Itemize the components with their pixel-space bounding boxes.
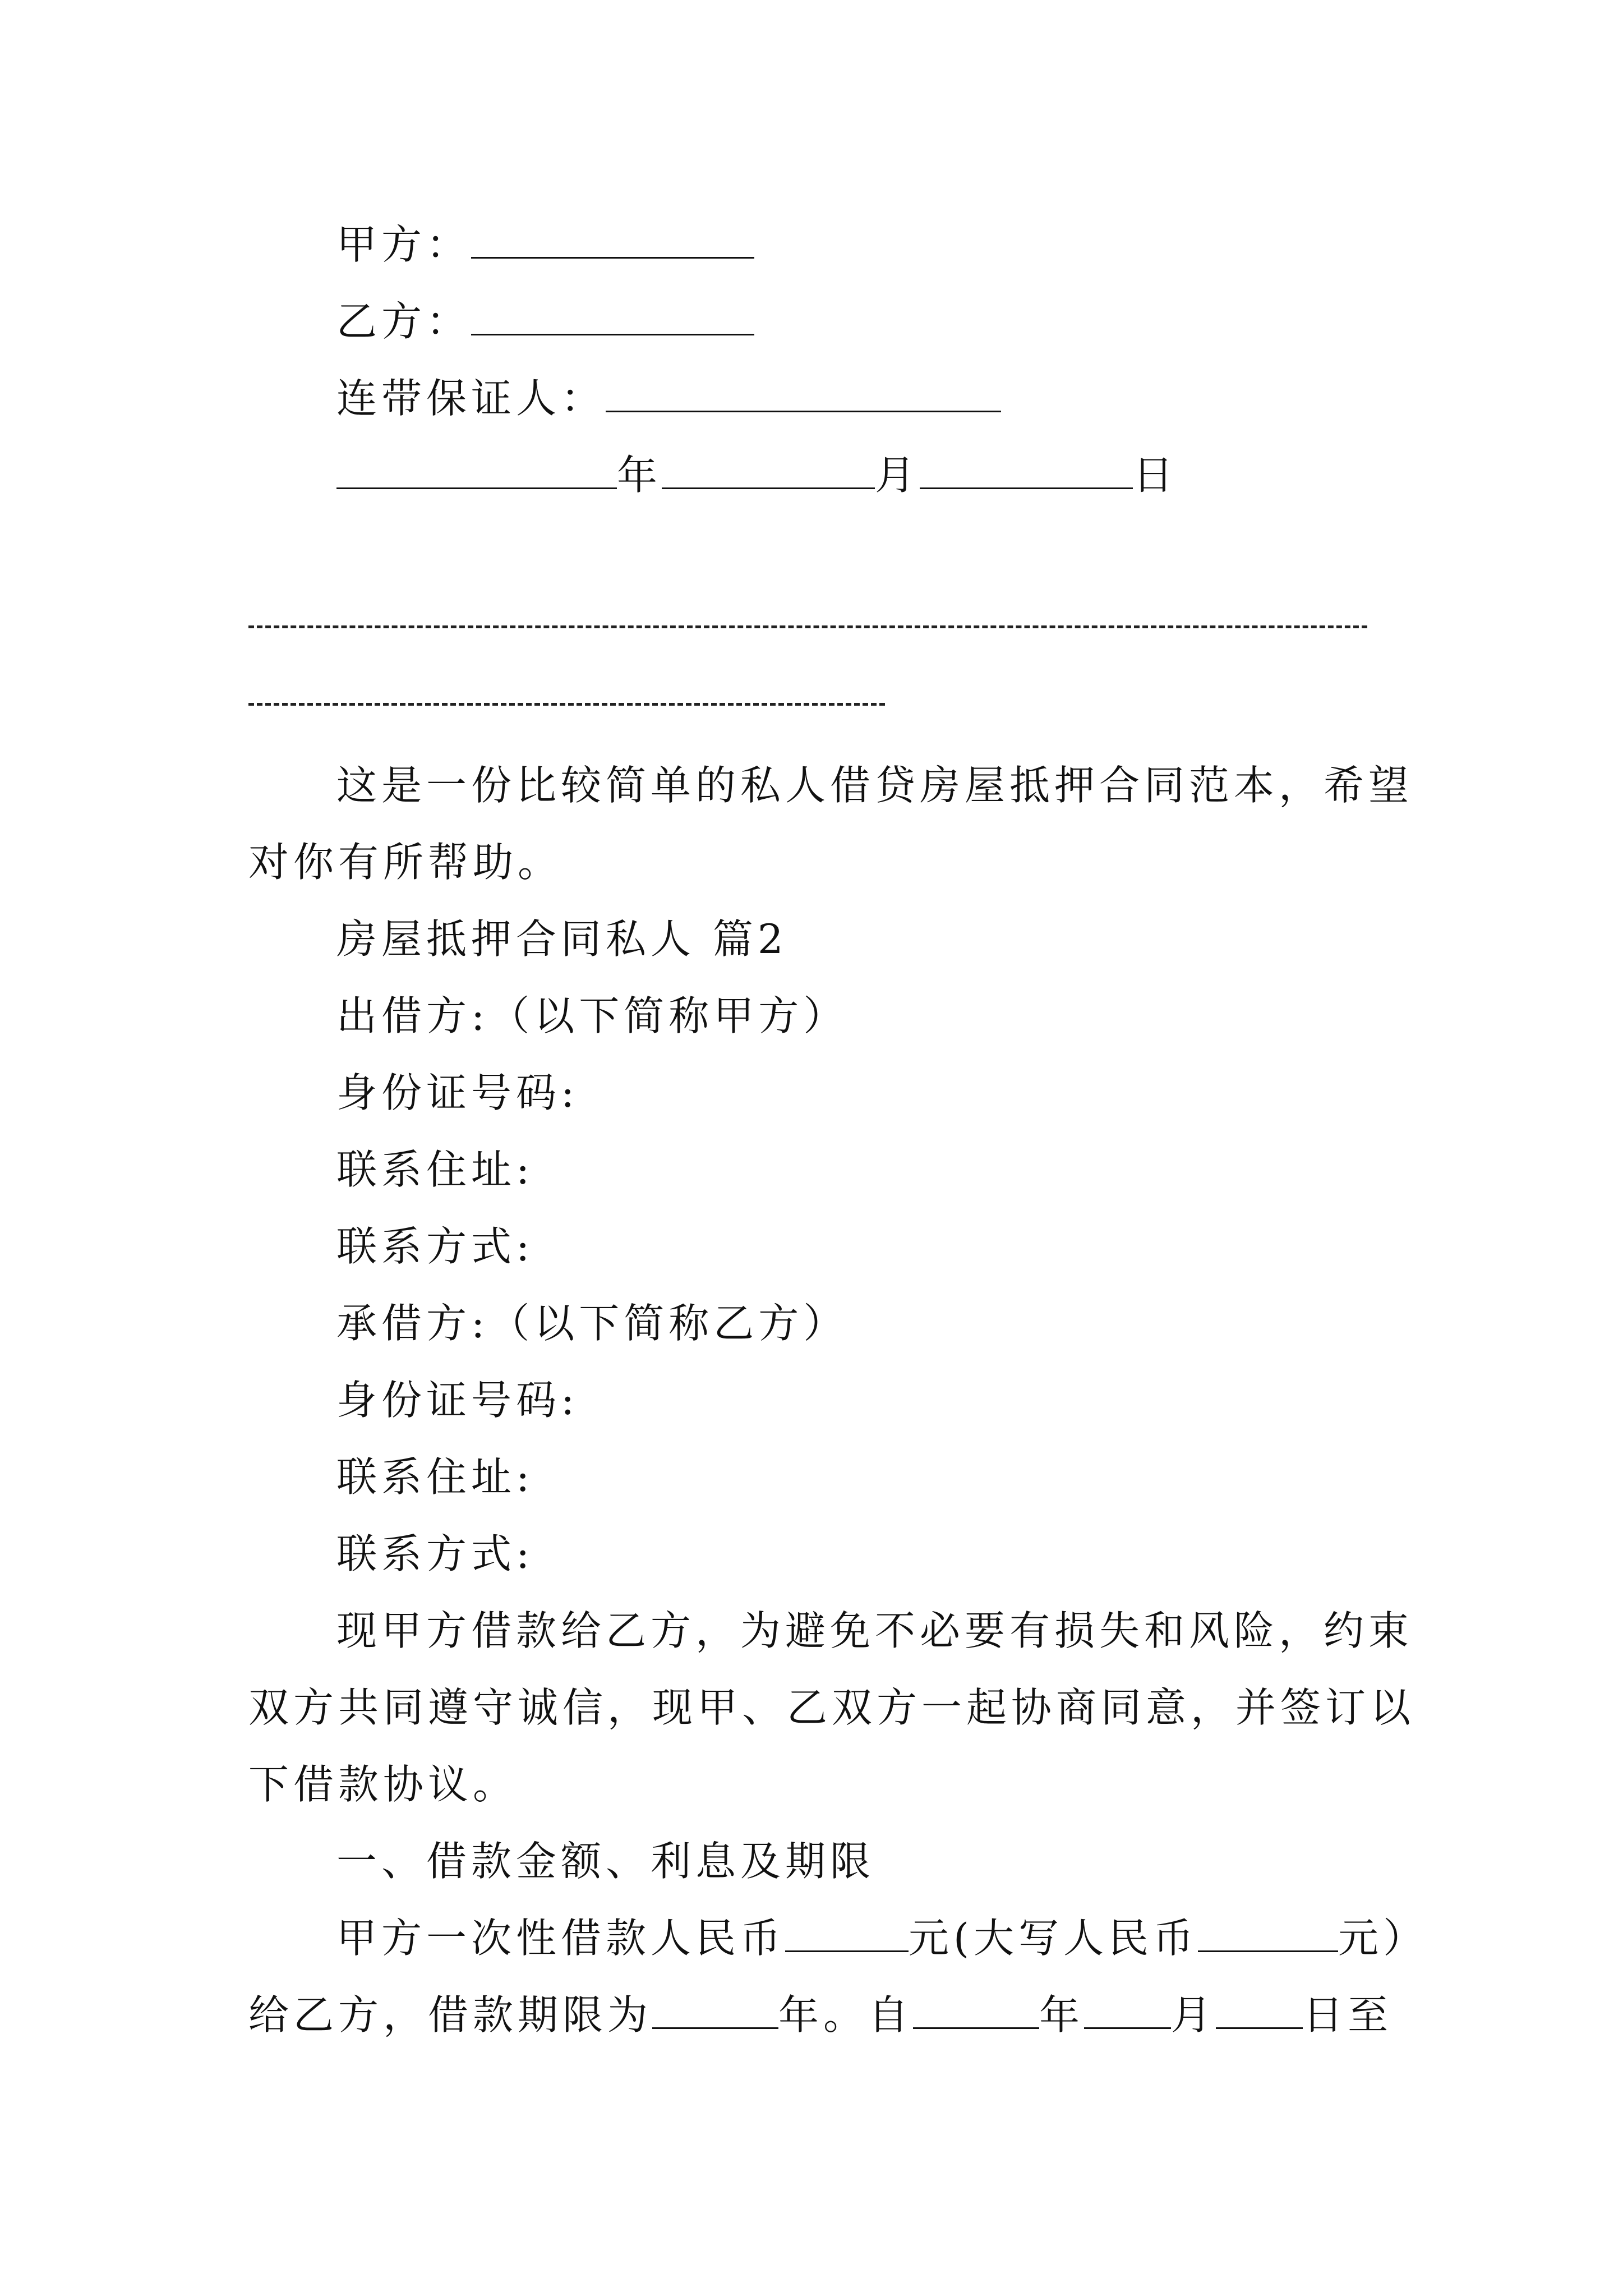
guarantor-blank[interactable] xyxy=(606,378,1001,412)
lender-address-label: 联系住址: xyxy=(336,1146,534,1193)
lender-label: 出借方:（以下简称甲方） xyxy=(336,992,849,1039)
intro-line-2: 对你有所帮助。 xyxy=(248,839,563,886)
amount-uppercase-blank[interactable] xyxy=(1198,1918,1338,1952)
loan-text-uppercase: 元(大写人民币 xyxy=(909,1915,1198,1962)
loan-text-from: 年。自 xyxy=(778,1991,914,2039)
day-blank[interactable] xyxy=(920,455,1133,489)
loan-text-amount: 甲方一次性借款人民币 xyxy=(336,1915,786,1962)
month-blank[interactable] xyxy=(662,455,875,489)
party-a-signature-line xyxy=(336,221,754,268)
borrower-address-label: 联系住址: xyxy=(336,1453,534,1501)
borrower-contact-label: 联系方式: xyxy=(336,1530,534,1577)
start-day-blank[interactable] xyxy=(1216,1995,1303,2029)
party-a-label: 甲方： xyxy=(336,221,472,268)
party-a-blank[interactable] xyxy=(471,224,754,259)
loan-text-year: 年 xyxy=(1039,1991,1085,2039)
agreement-line-3: 下借款协议。 xyxy=(248,1761,518,1808)
loan-amount-line xyxy=(336,1915,1428,1962)
day-label: 日 xyxy=(1133,452,1178,499)
lender-id-label: 身份证号码: xyxy=(336,1069,579,1116)
guarantor-label: 连带保证人： xyxy=(336,375,606,422)
loan-term-line xyxy=(248,1991,1393,2039)
borrower-label: 承借方:（以下简称乙方） xyxy=(336,1300,849,1347)
amount-blank[interactable] xyxy=(785,1918,909,1952)
year-blank[interactable] xyxy=(336,455,617,489)
dashed-separator xyxy=(248,625,1367,628)
year-label: 年 xyxy=(617,452,662,499)
start-year-blank[interactable] xyxy=(913,1995,1039,2029)
date-line xyxy=(336,452,1178,499)
guarantor-signature-line xyxy=(336,375,1001,422)
loan-text-yuan: 元） xyxy=(1338,1915,1428,1962)
loan-text-month: 月 xyxy=(1171,1991,1216,2039)
party-b-signature-line xyxy=(336,298,754,345)
agreement-line-2: 双方共同遵守诚信，现甲、乙双方一起协商同意，并签订以 xyxy=(248,1684,1415,1731)
term-blank[interactable] xyxy=(652,1995,778,2029)
loan-text-term: 给乙方，借款期限为 xyxy=(248,1991,653,2039)
party-b-blank[interactable] xyxy=(471,301,754,335)
start-month-blank[interactable] xyxy=(1084,1995,1171,2029)
section-title: 房屋抵押合同私人 篇2 xyxy=(336,915,788,963)
loan-text-day-to: 日至 xyxy=(1303,1991,1393,2039)
agreement-line-1: 现甲方借款给乙方，为避免不必要有损失和风险，约束 xyxy=(336,1607,1414,1654)
party-b-label: 乙方： xyxy=(336,298,472,345)
lender-contact-label: 联系方式: xyxy=(336,1223,534,1270)
month-label: 月 xyxy=(875,452,920,499)
borrower-id-label: 身份证号码: xyxy=(336,1377,579,1424)
heading-loan-terms: 一、借款金额、利息及期限 xyxy=(336,1838,875,1885)
dashed-separator-short xyxy=(248,703,885,706)
intro-line-1: 这是一份比较简单的私人借贷房屋抵押合同范本，希望 xyxy=(336,762,1414,809)
